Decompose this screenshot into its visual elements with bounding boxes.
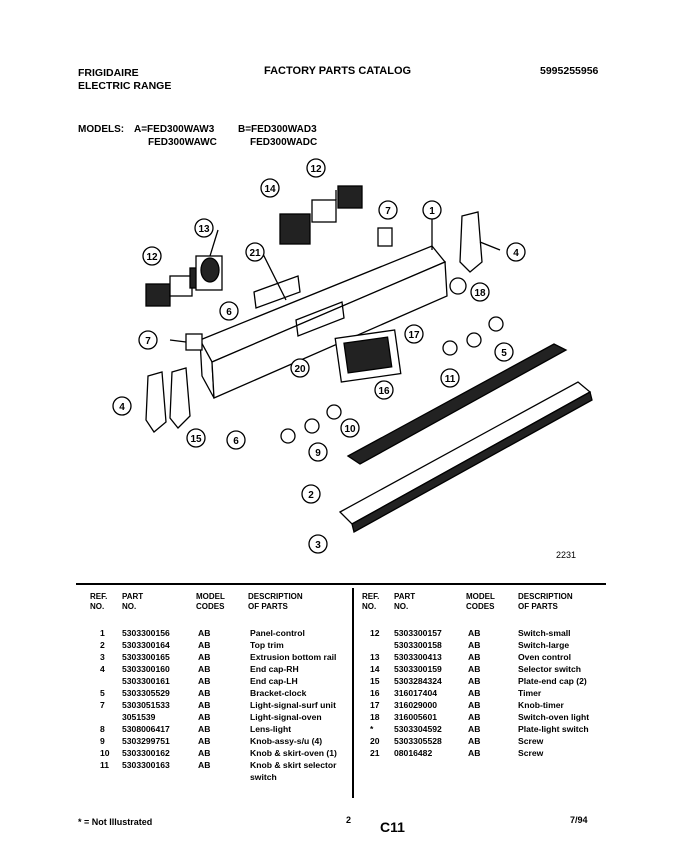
model-code: AB [468,700,481,710]
part-description: Lens-light [250,724,292,734]
brand-name: FRIGIDAIRE [78,67,139,79]
product-name: ELECTRIC RANGE [78,80,172,92]
model-code: AB [468,664,481,674]
callout-12b: 12 [310,164,322,175]
header-desc-1-0: DESCRIPTION [248,592,303,601]
part-no: 5303300163 [122,760,170,770]
part-description: Knob & skirt selector [250,760,337,770]
callout-4b: 4 [119,402,125,413]
ref-no: 9 [100,736,105,746]
model-code: AB [468,724,481,734]
ref-no: 10 [100,748,110,758]
part-no: 316005601 [394,712,438,722]
part-no: 5303300158 [394,640,442,650]
ref-no: 20 [370,736,380,746]
header-part-1-0: PART [122,592,144,601]
model-code: AB [468,736,481,746]
part-description: Plate-light switch [518,724,589,734]
ref-no: 13 [370,652,380,662]
part-description: Switch-small [518,628,571,638]
part-description: Knob-timer [518,700,564,710]
part-no: 5303300159 [394,664,442,674]
model-code: AB [198,748,211,758]
ref-no: 1 [100,628,105,638]
part-description: Top trim [250,640,284,650]
part-description: Knob & skirt-oven (1) [250,748,337,758]
header-model-1-0: MODEL [196,592,225,601]
header-ref-1-0: REF. [90,592,108,601]
end-cap-rh-shape [460,212,482,272]
switch-small-left [146,284,170,306]
header-desc-2-1: OF PARTS [518,602,558,611]
part-description: Panel-control [250,628,305,638]
catalog-number: 5995255956 [540,65,599,77]
part-description: switch [250,772,277,782]
model-a-2: FED300WAWC [148,137,217,148]
ref-no: 14 [370,664,380,674]
header-model-2-0: CODES [196,602,225,611]
part-description: Extrusion bottom rail [250,652,337,662]
ref-no: 2 [100,640,105,650]
model-code: AB [198,724,211,734]
ref-no: 8 [100,724,105,734]
model-code: AB [198,700,211,710]
model-code: AB [198,652,211,662]
callout-14: 14 [264,184,276,195]
model-code: AB [468,688,481,698]
page-number: 2 [346,815,352,825]
callout-18: 18 [474,288,486,299]
header-model-2-1: CODES [466,602,495,611]
part-no: 5303300413 [394,652,442,662]
part-description: Knob-assy-s/u (4) [250,736,323,746]
part-no: 5303305528 [394,736,442,746]
callout-1: 1 [429,206,435,217]
callout-9: 9 [315,448,321,459]
exploded-parts-diagram [0,150,680,570]
callout-6: 6 [226,307,232,318]
callout-13: 13 [198,224,210,235]
callout-15: 15 [190,434,202,445]
callout-7: 7 [385,206,391,217]
part-description: Switch-large [518,640,570,650]
selector-switch-shape [280,214,310,244]
callout-16: 16 [378,386,390,397]
model-code: AB [198,736,211,746]
part-no: 5303299751 [122,736,170,746]
callout-7b: 7 [145,336,151,347]
callout-5: 5 [501,348,507,359]
part-description: Bracket-clock [250,688,307,698]
models-label: MODELS: [78,124,125,135]
part-description: Selector switch [518,664,582,674]
model-code: AB [198,712,211,722]
part-description: Plate-end cap (2) [518,676,587,686]
part-no: 5308006417 [122,724,170,734]
part-no: 5303284324 [394,676,442,686]
part-no: 5303305529 [122,688,170,698]
part-description: Oven control [518,652,572,662]
model-a-1: A=FED300WAW3 [134,124,215,135]
part-description: End cap-RH [250,664,299,674]
model-code: AB [468,640,481,650]
revision-date: 7/94 [570,815,588,825]
ref-no: 18 [370,712,380,722]
ref-no: * [370,724,374,734]
part-description: Screw [518,736,544,746]
ref-no: 3 [100,652,105,662]
part-no: 316029000 [394,700,438,710]
ref-no: 12 [370,628,380,638]
part-no: 5303300160 [122,664,170,674]
header-desc-1-1: DESCRIPTION [518,592,573,601]
end-cap-lh-shape [146,372,166,432]
part-description: Light-signal-oven [250,712,322,722]
part-no: 5303300162 [122,748,170,758]
ref-no: 4 [100,664,105,674]
header-part-2-1: NO. [394,602,409,611]
callout-17: 17 [408,330,420,341]
header-ref-2-1: NO. [362,602,377,611]
header-part-1-1: PART [394,592,416,601]
part-description: Switch-oven light [518,712,590,722]
callout-3: 3 [315,540,321,551]
ref-no: 11 [100,760,110,770]
model-code: AB [468,652,481,662]
part-no: 5303300157 [394,628,442,638]
section-code: C11 [380,819,405,835]
model-code: AB [198,688,211,698]
figure-number: 2231 [556,550,577,560]
model-b-1: B=FED300WAD3 [238,124,317,135]
model-code: AB [468,628,481,638]
catalog-title: FACTORY PARTS CATALOG [264,65,412,77]
ref-no: 16 [370,688,380,698]
header-model-1-1: MODEL [466,592,495,601]
callout-4: 4 [513,248,519,259]
header-part-2-0: NO. [122,602,137,611]
model-code: AB [198,760,211,770]
callout-20: 20 [294,364,306,375]
model-code: AB [198,676,211,686]
ref-no: 5 [100,688,105,698]
part-description: Screw [518,748,544,758]
part-no: 5303051533 [122,700,170,710]
part-description: Light-signal-surf unit [250,700,336,710]
part-no: 316017404 [394,688,438,698]
ref-no: 17 [370,700,380,710]
part-no: 5303300164 [122,640,170,650]
callout-6b: 6 [233,436,239,447]
header-ref-1-1: REF. [362,592,380,601]
part-no: 5303300165 [122,652,170,662]
callout-12: 12 [146,252,158,263]
part-no: 3051539 [122,712,156,722]
callout-10: 10 [344,424,356,435]
ref-no: 7 [100,700,105,710]
ref-no: 21 [370,748,380,758]
model-code: AB [198,664,211,674]
part-no: 5303300156 [122,628,170,638]
part-no: 5303304592 [394,724,442,734]
header-desc-2-0: OF PARTS [248,602,288,611]
part-description: Timer [518,688,542,698]
header-ref-2-0: NO. [90,602,105,611]
part-description: End cap-LH [250,676,298,686]
table-divider [352,588,354,798]
callout-21: 21 [249,248,261,259]
model-code: AB [198,628,211,638]
model-code: AB [468,676,481,686]
ref-no: 15 [370,676,380,686]
table-top-rule [76,583,606,585]
model-b-2: FED300WADC [250,137,318,148]
part-no: 5303300161 [122,676,170,686]
model-code: AB [198,640,211,650]
model-code: AB [468,712,481,722]
part-no: 08016482 [394,748,433,758]
not-illustrated-note: * = Not Illustrated [78,817,153,827]
model-code: AB [468,748,481,758]
callout-2: 2 [308,490,314,501]
callout-11: 11 [444,374,456,385]
